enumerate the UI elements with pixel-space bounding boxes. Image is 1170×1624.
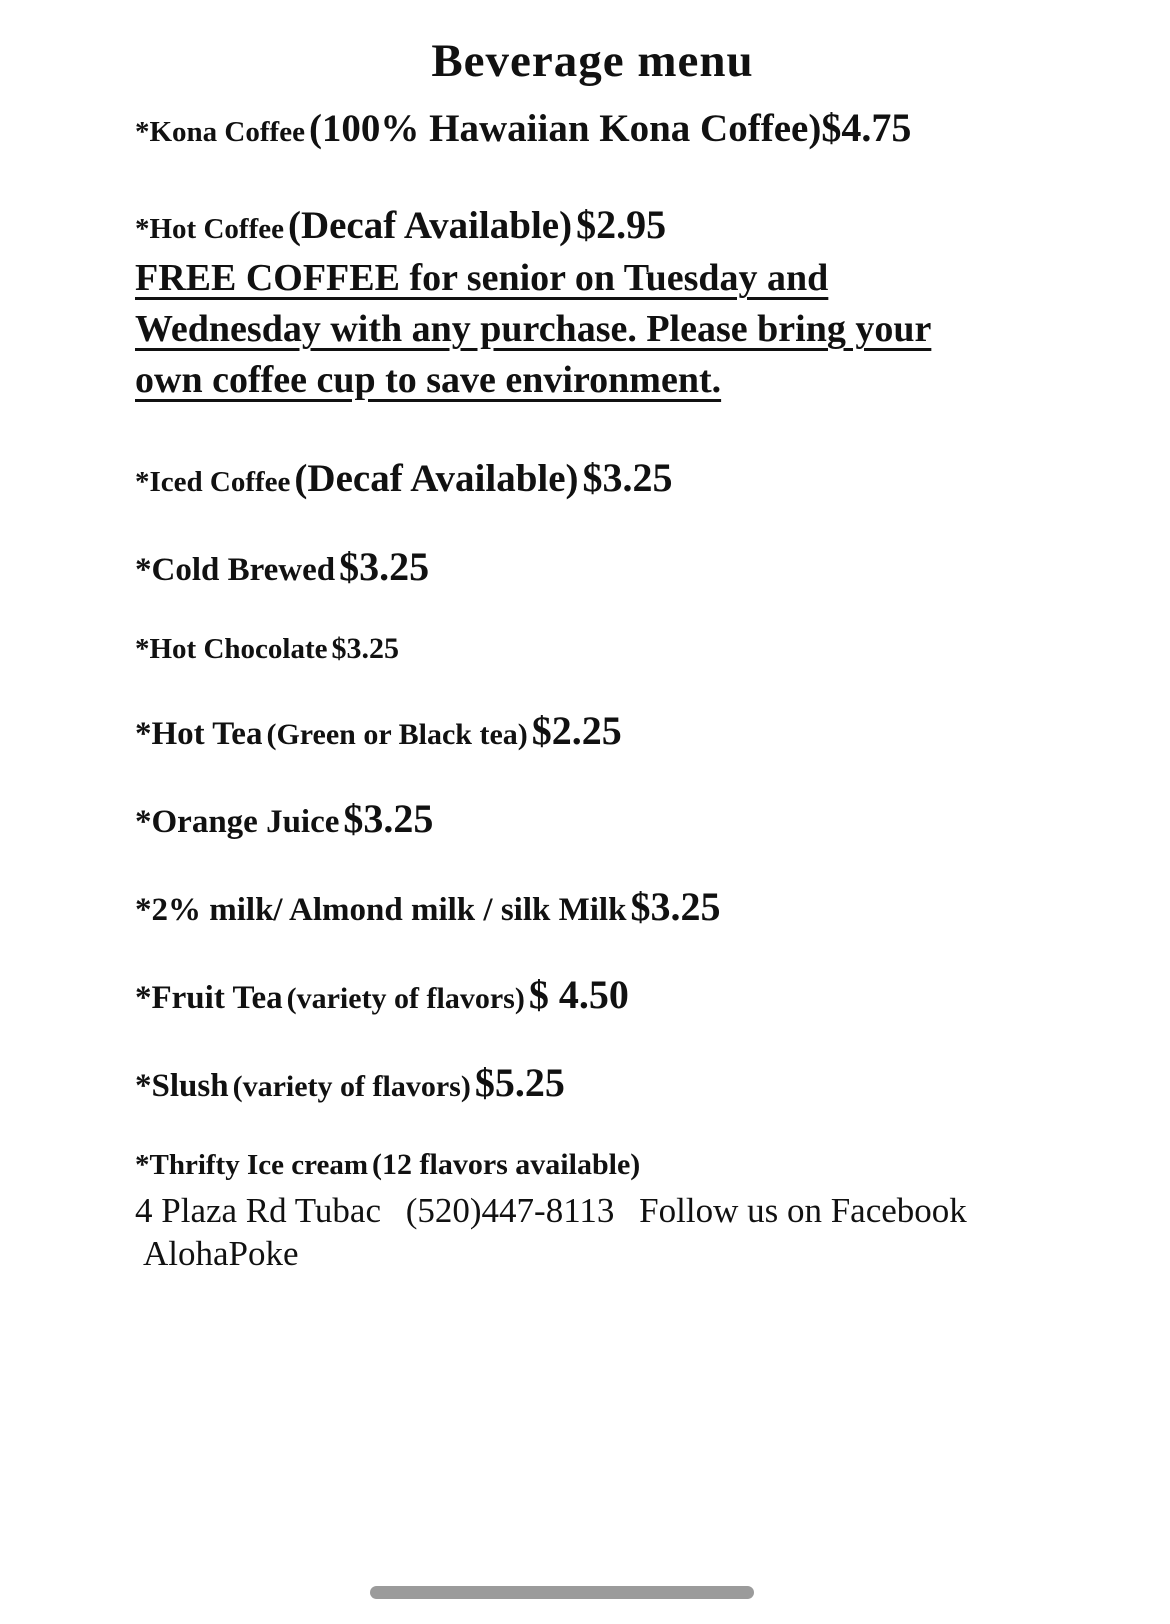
menu-item-hot-coffee	[135, 199, 1090, 252]
menu-item-fruit-tea	[135, 969, 1090, 1021]
menu-item-milk	[135, 881, 1090, 933]
footer-info-line	[135, 1190, 1090, 1233]
menu-item-thrifty-ice-cream	[135, 1145, 1090, 1185]
menu-item-slush	[135, 1057, 1090, 1109]
item-detail: (variety of flavors)	[232, 1069, 471, 1103]
menu-item-cold-brewed	[135, 541, 1090, 593]
item-name: *Fruit Tea	[135, 979, 283, 1016]
facebook-callout: Follow us on Facebook	[639, 1191, 967, 1231]
page-title: Beverage menu	[431, 35, 754, 87]
item-price: $3.25	[582, 455, 673, 501]
item-detail: (100% Hawaiian Kona Coffee)	[308, 107, 822, 151]
item-price: $3.25	[343, 795, 434, 841]
item-price: $2.95	[576, 201, 667, 247]
item-price: $3.25	[630, 883, 721, 929]
item-name: *Hot Tea	[135, 715, 263, 752]
brand-name: AlohaPoke	[143, 1233, 299, 1273]
item-name: *Slush	[135, 1067, 229, 1104]
menu-item-hot-tea	[135, 705, 1090, 757]
item-name: *Hot Coffee	[135, 212, 284, 245]
item-detail: (Decaf Available)	[287, 203, 573, 247]
item-name: *Hot Chocolate	[135, 632, 328, 665]
item-name: *Cold Brewed	[135, 551, 336, 588]
item-detail: (Decaf Available)	[294, 457, 579, 501]
menu-item-kona-coffee	[135, 102, 1090, 155]
item-price: $3.25	[331, 631, 399, 665]
menu-item-iced-coffee	[135, 452, 1090, 505]
item-name: *Kona Coffee	[135, 116, 305, 149]
item-name: *Thrifty Ice cream	[135, 1148, 368, 1181]
item-name: *2% milk/ Almond milk / silk Milk	[135, 891, 627, 928]
free-coffee-notice: FREE COFFEE for senior on Tuesday and Wednesday with any purchase. Please bring your own coffee cup to save environment.	[135, 257, 932, 402]
item-detail: (Green or Black tea)	[266, 717, 528, 751]
item-price: $5.25	[474, 1059, 565, 1105]
item-price: $2.25	[531, 707, 622, 753]
store-phone: (520)447-8113	[405, 1191, 615, 1231]
item-detail: (variety of flavors)	[286, 981, 525, 1015]
menu-item-orange-juice	[135, 793, 1090, 845]
home-indicator-bar[interactable]	[370, 1586, 754, 1599]
item-price: $3.25	[339, 543, 430, 589]
item-price: $4.75	[821, 105, 912, 151]
item-price: $ 4.50	[528, 971, 629, 1017]
store-address: 4 Plaza Rd Tubac	[135, 1191, 381, 1231]
item-name: *Iced Coffee	[135, 466, 291, 499]
item-name: *Orange Juice	[135, 803, 340, 840]
item-detail: (12 flavors available)	[372, 1147, 641, 1181]
menu-item-hot-chocolate	[135, 629, 1090, 669]
